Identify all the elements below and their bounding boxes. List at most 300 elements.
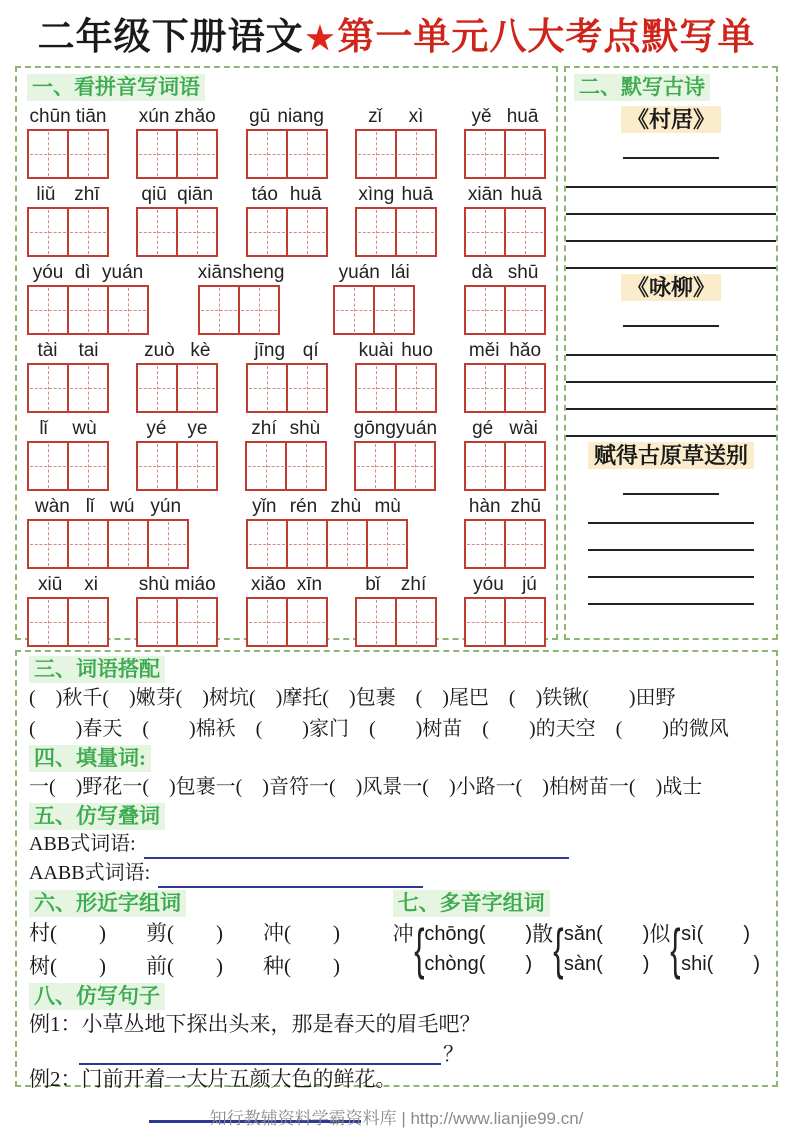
pinyin-syllable: yǐn xyxy=(252,496,277,517)
multitone-reading: chōng( ) xyxy=(424,923,533,945)
pinyin-word-group xyxy=(27,494,189,569)
pinyin-syllable: hǎo xyxy=(509,340,542,361)
character-box xyxy=(246,519,288,569)
poem-block xyxy=(574,441,768,605)
brace-glyph: { xyxy=(670,917,681,980)
top-row xyxy=(15,66,778,640)
pinyin-syllable: yóu xyxy=(473,574,504,595)
writing-grid xyxy=(464,597,546,647)
character-box xyxy=(107,285,149,335)
character-box xyxy=(67,441,109,491)
author-blank-line xyxy=(623,477,719,495)
character-box xyxy=(504,285,546,335)
poem-blank-line xyxy=(566,215,776,242)
section-pinyin-panel xyxy=(15,66,558,640)
similar-char-item: 前( ) xyxy=(146,954,223,978)
pinyin-label xyxy=(246,572,328,597)
character-box xyxy=(286,519,328,569)
character-box xyxy=(333,285,375,335)
abb-answer-line xyxy=(144,837,569,859)
example1-sentence: 例1：小草丛地下探出头来，那是春天的眉毛吧？ xyxy=(29,1012,481,1036)
writing-grid xyxy=(136,129,218,179)
similar-char-item: 种( ) xyxy=(263,954,340,978)
pinyin-row xyxy=(27,338,546,413)
character-box xyxy=(464,363,506,413)
writing-grid xyxy=(245,441,327,491)
pinyin-syllable: yé xyxy=(146,418,167,439)
character-box xyxy=(238,285,280,335)
pinyin-row xyxy=(27,182,546,257)
character-box xyxy=(464,207,506,257)
writing-grid xyxy=(355,597,437,647)
pinyin-syllable: xiǎo xyxy=(250,574,286,595)
character-box xyxy=(464,441,506,491)
pinyin-label xyxy=(136,416,218,441)
multitone-groups xyxy=(393,919,764,979)
pinyin-syllable: yě xyxy=(471,106,492,127)
pinyin-syllable: gōng xyxy=(353,418,396,439)
pinyin-syllable: xiān xyxy=(197,262,233,283)
pinyin-syllable: huā xyxy=(289,184,322,205)
writing-grid xyxy=(464,519,546,569)
brace-glyph: { xyxy=(553,917,564,980)
pinyin-syllable: xì xyxy=(408,106,424,127)
pinyin-syllable: wù xyxy=(72,418,97,439)
character-box xyxy=(136,129,178,179)
writing-grid xyxy=(246,519,408,569)
pinyin-syllable: rén xyxy=(289,496,318,517)
pinyin-syllable: yuán xyxy=(338,262,380,283)
character-box xyxy=(27,285,69,335)
pinyin-label xyxy=(198,260,285,285)
pinyin-syllable: qiū xyxy=(141,184,167,205)
pinyin-word-group xyxy=(136,572,218,647)
pinyin-syllable: tai xyxy=(78,340,99,361)
character-box xyxy=(286,129,328,179)
pinyin-syllable: shù xyxy=(289,418,321,439)
character-box xyxy=(504,519,546,569)
character-box xyxy=(176,441,218,491)
character-box xyxy=(286,597,328,647)
pinyin-word-group xyxy=(198,260,285,335)
author-blank-line xyxy=(623,141,719,159)
character-box xyxy=(176,597,218,647)
pinyin-word-group xyxy=(464,260,546,335)
pinyin-word-group xyxy=(246,104,328,179)
pinyin-syllable: niang xyxy=(277,106,324,127)
section1-heading: 一、看拼音写词语 xyxy=(27,74,205,101)
character-box xyxy=(176,129,218,179)
similar-char-row xyxy=(29,917,393,950)
pinyin-syllable: gé xyxy=(472,418,494,439)
writing-grid xyxy=(136,441,218,491)
pinyin-label xyxy=(246,494,408,519)
section2-heading: 二、默写古诗 xyxy=(574,74,710,101)
poem-blank-line xyxy=(566,188,776,215)
writing-grid xyxy=(355,207,437,257)
pinyin-label xyxy=(464,338,546,363)
pinyin-syllable: qí xyxy=(302,340,319,361)
pinyin-label xyxy=(27,104,109,129)
character-box xyxy=(504,207,546,257)
pinyin-syllable: yóu xyxy=(32,262,64,283)
section8-heading: 八、仿写句子 xyxy=(29,983,165,1010)
multitone-column xyxy=(393,890,764,983)
example1-answer-line xyxy=(79,1043,441,1065)
similar-char-item: 剪( ) xyxy=(146,921,223,945)
title-red-text: 第一单元八大考点默写单 xyxy=(337,17,756,58)
poem-blank-line xyxy=(588,524,754,551)
pinyin-label xyxy=(136,104,218,129)
pinyin-word-group xyxy=(464,572,546,647)
pinyin-syllable: mù xyxy=(374,496,401,517)
abb-row xyxy=(29,830,764,859)
pinyin-label xyxy=(136,572,218,597)
character-box xyxy=(176,363,218,413)
pinyin-syllable: ye xyxy=(187,418,208,439)
multitone-group xyxy=(649,919,760,979)
writing-grid xyxy=(464,285,546,335)
writing-grid xyxy=(27,363,109,413)
pinyin-syllable: dà xyxy=(471,262,493,283)
pinyin-word-group xyxy=(464,494,546,569)
writing-grid xyxy=(136,597,218,647)
writing-grid xyxy=(464,207,546,257)
character-box xyxy=(245,441,287,491)
multitone-char: 似 xyxy=(649,922,671,946)
character-box xyxy=(27,441,69,491)
pinyin-syllable: xi xyxy=(84,574,98,595)
pinyin-label xyxy=(245,416,327,441)
pinyin-word-group xyxy=(464,104,546,179)
character-box xyxy=(504,363,546,413)
pinyin-label xyxy=(464,494,546,519)
character-box xyxy=(27,207,69,257)
aabb-answer-line xyxy=(158,866,423,888)
character-box xyxy=(67,363,109,413)
pinyin-word-group xyxy=(27,260,149,335)
pinyin-syllable: kè xyxy=(190,340,211,361)
pinyin-label xyxy=(27,338,109,363)
pinyin-syllable: huā xyxy=(510,184,543,205)
pinyin-label xyxy=(136,338,218,363)
pinyin-label xyxy=(355,338,437,363)
section4-heading: 四、填量词: xyxy=(29,745,151,772)
pinyin-syllable: xìng xyxy=(358,184,395,205)
pinyin-syllable: zhí xyxy=(400,574,427,595)
character-box xyxy=(464,285,506,335)
similar-char-row xyxy=(29,950,393,983)
pinyin-word-group xyxy=(355,338,437,413)
similar-char-item: 村( ) xyxy=(29,921,106,945)
pinyin-word-group xyxy=(464,338,546,413)
pinyin-syllable: zhī xyxy=(74,184,100,205)
pinyin-word-group xyxy=(464,416,546,491)
pinyin-grid-rows xyxy=(27,104,546,647)
measure-word-line: 一( )野花一( )包裹一( )音符一( )风景一( )小路一( )柏树苗一( )战士 xyxy=(29,776,703,798)
pinyin-row xyxy=(27,260,546,335)
title-black-text: 二年级下册语文 xyxy=(37,17,304,58)
pinyin-word-group xyxy=(246,338,328,413)
poem-blank-line xyxy=(566,383,776,410)
pinyin-row xyxy=(27,494,546,569)
character-box xyxy=(67,285,109,335)
writing-grid xyxy=(136,207,218,257)
pinyin-word-group xyxy=(246,572,328,647)
poem-blank-line xyxy=(566,410,776,437)
poem-blank-line xyxy=(566,242,776,269)
character-box xyxy=(246,363,288,413)
pinyin-word-group xyxy=(136,104,218,179)
pinyin-label xyxy=(136,182,218,207)
character-box xyxy=(394,441,436,491)
pinyin-syllable: lái xyxy=(390,262,410,283)
character-box xyxy=(504,441,546,491)
pinyin-syllable: kuài xyxy=(358,340,394,361)
character-box xyxy=(395,363,437,413)
section6-heading: 六、形近字组词 xyxy=(29,890,186,917)
poem-block xyxy=(574,105,768,269)
pinyin-syllable: táo xyxy=(251,184,278,205)
pinyin-syllable: zhí xyxy=(251,418,277,439)
writing-grid xyxy=(464,441,546,491)
pinyin-syllable: zuò xyxy=(144,340,175,361)
character-box xyxy=(326,519,368,569)
character-box xyxy=(246,597,288,647)
pinyin-syllable: bǐ xyxy=(365,574,380,595)
pinyin-row xyxy=(27,572,546,647)
pinyin-word-group xyxy=(246,182,328,257)
pinyin-row xyxy=(27,104,546,179)
pinyin-syllable: chūn xyxy=(29,106,71,127)
example2-sentence: 例2：门前开着一大片五颜大色的鲜花。 xyxy=(29,1067,397,1091)
pinyin-word-group xyxy=(136,338,218,413)
pinyin-syllable: xīn xyxy=(296,574,323,595)
pinyin-syllable: huo xyxy=(401,340,433,361)
pinyin-syllable: dì xyxy=(74,262,91,283)
pinyin-word-group xyxy=(355,572,437,647)
poems-container xyxy=(574,105,768,605)
character-box xyxy=(355,597,397,647)
pinyin-word-group xyxy=(136,416,218,491)
character-box xyxy=(147,519,189,569)
section5-heading: 五、仿写叠词 xyxy=(29,803,165,830)
pinyin-word-group xyxy=(27,416,109,491)
pinyin-syllable: huā xyxy=(506,106,539,127)
pinyin-syllable: yún xyxy=(150,496,182,517)
character-box xyxy=(286,363,328,413)
multitone-reading: chòng( ) xyxy=(424,953,533,975)
pinyin-syllable: xiān xyxy=(467,184,503,205)
pinyin-label xyxy=(464,182,546,207)
pinyin-syllable: tài xyxy=(37,340,58,361)
character-box xyxy=(504,129,546,179)
question-mark-suffix: ？ xyxy=(443,1042,464,1066)
writing-grid xyxy=(27,441,109,491)
footer-watermark: 知行教辅资料学霸资料库 | http://www.lianjie99.cn/ xyxy=(209,1109,584,1128)
pinyin-label xyxy=(27,416,109,441)
aabb-label: AABB式词语: xyxy=(29,862,151,884)
poem-block xyxy=(574,273,768,437)
poem-title xyxy=(574,105,768,135)
pinyin-label xyxy=(464,260,546,285)
character-box xyxy=(27,519,69,569)
character-box xyxy=(136,363,178,413)
pinyin-word-group xyxy=(27,104,109,179)
pinyin-word-group xyxy=(464,182,546,257)
writing-grid xyxy=(464,363,546,413)
poem-blank-line xyxy=(588,497,754,524)
page-title xyxy=(0,0,793,60)
multitone-group xyxy=(532,919,649,979)
poem-title-text: 《咏柳》 xyxy=(621,274,721,301)
writing-grid xyxy=(246,363,328,413)
pinyin-label xyxy=(355,104,437,129)
pinyin-syllable: hàn xyxy=(468,496,501,517)
brace-glyph: { xyxy=(413,917,425,980)
pinyin-syllable: lǐ xyxy=(85,496,95,517)
character-box xyxy=(67,129,109,179)
similar-char-rows xyxy=(29,917,393,983)
word-match-line-1: ( )秋千( )嫩芽( )树坑( )摩托( )包裹 ( )尾巴 ( )铁锹( )田野 xyxy=(29,687,676,709)
author-blank-line xyxy=(623,309,719,327)
pinyin-syllable: jú xyxy=(522,574,537,595)
pinyin-label xyxy=(355,182,437,207)
character-box xyxy=(198,285,240,335)
character-box xyxy=(464,129,506,179)
writing-grid xyxy=(27,207,109,257)
pinyin-syllable: xiū xyxy=(37,574,63,595)
section-poems-panel xyxy=(564,66,778,640)
example1-answer-row xyxy=(79,1039,764,1065)
pinyin-label xyxy=(246,104,328,129)
similar-char-item: 树( ) xyxy=(29,954,106,978)
pinyin-syllable: xún xyxy=(138,106,170,127)
character-box xyxy=(464,519,506,569)
writing-grid xyxy=(27,519,189,569)
pinyin-word-group xyxy=(333,260,415,335)
writing-grid xyxy=(355,129,437,179)
example2-answer-row xyxy=(29,1096,764,1136)
multitone-reading: sì( ) xyxy=(681,923,750,945)
character-box xyxy=(67,597,109,647)
poem-title-text: 赋得古原草送别 xyxy=(588,442,754,469)
multitone-reading: sàn( ) xyxy=(563,953,650,975)
pinyin-label xyxy=(27,572,109,597)
multitone-char: 散 xyxy=(532,922,554,946)
character-box xyxy=(395,597,437,647)
character-box xyxy=(354,441,396,491)
star-icon: ★ xyxy=(305,20,336,56)
character-box xyxy=(355,129,397,179)
pinyin-label xyxy=(333,260,415,285)
character-box xyxy=(246,129,288,179)
character-box xyxy=(67,519,109,569)
writing-grid xyxy=(246,129,328,179)
pinyin-label xyxy=(354,416,437,441)
pinyin-label xyxy=(246,338,328,363)
writing-grid xyxy=(136,363,218,413)
similar-chars-column xyxy=(29,890,393,983)
character-box xyxy=(355,207,397,257)
section7-heading: 七、多音字组词 xyxy=(393,890,550,917)
character-box xyxy=(395,129,437,179)
pinyin-syllable: wàn xyxy=(34,496,70,517)
character-box xyxy=(464,597,506,647)
section3-heading: 三、词语搭配 xyxy=(29,656,165,683)
pinyin-label xyxy=(464,416,546,441)
character-box xyxy=(27,597,69,647)
pinyin-word-group xyxy=(355,182,437,257)
writing-grid xyxy=(246,597,328,647)
pinyin-syllable: zhù xyxy=(330,496,362,517)
pinyin-label xyxy=(27,260,149,285)
pinyin-word-group xyxy=(27,338,109,413)
multitone-readings xyxy=(564,919,650,979)
character-box xyxy=(176,207,218,257)
writing-grid xyxy=(333,285,415,335)
poem-title xyxy=(574,441,768,471)
character-box xyxy=(395,207,437,257)
pinyin-syllable: lǐ xyxy=(39,418,48,439)
pinyin-syllable: měi xyxy=(468,340,500,361)
pinyin-label xyxy=(246,182,328,207)
poem-blank-line xyxy=(566,161,776,188)
abb-label: ABB式词语: xyxy=(29,833,136,855)
pinyin-syllable: tiān xyxy=(75,106,107,127)
pinyin-syllable: sheng xyxy=(232,262,285,283)
character-box xyxy=(246,207,288,257)
character-box xyxy=(107,519,149,569)
pinyin-word-group xyxy=(355,104,437,179)
pinyin-word-group xyxy=(136,182,218,257)
pinyin-word-group xyxy=(27,182,109,257)
bottom-panel xyxy=(15,650,778,1128)
pinyin-syllable: yuán xyxy=(395,418,438,439)
writing-grid xyxy=(354,441,437,491)
pinyin-word-group xyxy=(27,572,109,647)
character-box xyxy=(27,129,69,179)
character-box xyxy=(285,441,327,491)
character-box xyxy=(355,363,397,413)
poem-blank-line xyxy=(566,329,776,356)
multitone-reading: shi( ) xyxy=(681,953,760,975)
poem-title-text: 《村居》 xyxy=(621,106,721,133)
poem-blank-line xyxy=(588,551,754,578)
multitone-group xyxy=(393,919,533,979)
writing-grid xyxy=(355,363,437,413)
poem-title xyxy=(574,273,768,303)
pinyin-label xyxy=(27,182,109,207)
writing-grid xyxy=(27,285,149,335)
pinyin-syllable: qiān xyxy=(177,184,214,205)
writing-grid xyxy=(27,129,109,179)
pinyin-syllable: huā xyxy=(401,184,434,205)
character-box xyxy=(373,285,415,335)
word-match-line-2: ( )春天 ( )棉袄 ( )家门 ( )树苗 ( )的天空 ( )的微风 xyxy=(29,718,729,740)
multitone-readings xyxy=(424,919,532,979)
character-box xyxy=(286,207,328,257)
pinyin-syllable: liǔ xyxy=(36,184,56,205)
pinyin-label xyxy=(355,572,437,597)
writing-grid xyxy=(27,597,109,647)
multitone-char: 冲 xyxy=(392,922,414,946)
character-box xyxy=(504,597,546,647)
pinyin-syllable: miáo xyxy=(174,574,216,595)
writing-grid xyxy=(198,285,285,335)
pinyin-label xyxy=(464,104,546,129)
writing-grid xyxy=(464,129,546,179)
